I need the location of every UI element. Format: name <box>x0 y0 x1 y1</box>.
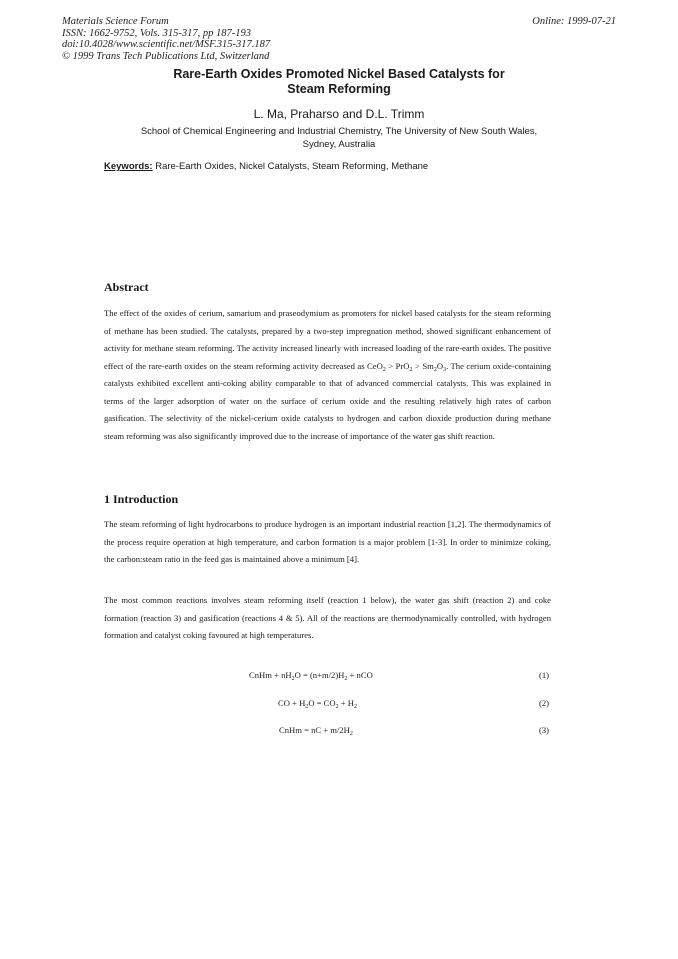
title-line-1: Rare-Earth Oxides Promoted Nickel Based Catalysts for <box>173 67 505 81</box>
equation-3: CnHm = nC + $m/2H_2$ <box>279 725 353 737</box>
introduction-paragraph-1: The steam reforming of light hydrocarbons to produce hydrogen is an important industrial reaction [1,2]. The thermodynamics of the process require operation at high temperature, and carbon formation is a major problem [1-3]. In order to minimize coking, the carbon:steam ratio in the feed gas is maintained above a minimum [4]. <box>104 519 551 564</box>
abstract-text-end: . The cerium oxide-containing catalysts exhibited excellent anti-coking ability comparable to that of advanced commercial catalysts. This was explained in terms of the larger adsorption of water on the surface of cerium oxide and the resulting relatively high rates of carbon gasification. The selectivity of the nickel-cerium oxide catalysts to hydrogen and carbon dioxide production during methane steam reforming was also significantly improved due to the increase of importance of the water gas shift reaction. <box>104 360 551 441</box>
affiliation <box>100 126 578 151</box>
title-line-2: Steam Reforming <box>287 81 391 96</box>
equation-2-number: (2) <box>539 698 550 708</box>
keywords <box>104 161 574 172</box>
journal-header <box>62 16 270 62</box>
keywords-list: Rare-Earth Oxides, Nickel Catalysts, Steam Reforming, Methane <box>155 161 429 172</box>
introduction-heading: 1 Introduction <box>104 492 179 506</box>
abstract-text: The effect of the oxides of cerium, samarium and praseodymium as promoters for nickel based catalysts for the steam reforming of methane has been studied. The catalysts, prepared by a two-step impregnation method, showed significant enhancement of activity for methane steam reforming. The activity increased linearly with increased loading of the rare-earth oxides. The positive effect of the rare-earth oxides on the steam reforming activity decreased as $CeO_2 > PrO_2 > Sm_2O_3$. The cerium oxide-containing catalysts exhibited excellent anti-coking ability comparable to that of advanced commercial catalysts. This was explained in terms of the larger adsorption of water on the surface of cerium oxide and the resulting relatively high rates of carbon gasification. The selectivity of the nickel-cerium oxide catalysts to hydrogen and carbon dioxide production during methane steam reforming was also significantly improved due to the increase of importance of the water gas shift reaction. <box>104 308 551 441</box>
keywords-label: Keywords: <box>104 161 153 172</box>
equation-3-number: (3) <box>539 725 550 735</box>
copyright-line: © 1999 Trans Tech Publications Ltd, Switzerland <box>62 50 270 62</box>
paper-title <box>100 67 578 96</box>
oxide-sm2o3: $Sm_2O_3$ <box>422 360 447 373</box>
oxide-pro2: PrO$_2$ <box>395 360 413 373</box>
equation-1-number: (1) <box>539 670 550 680</box>
affiliation-line-1: School of Chemical Engineering and Industrial Chemistry, The University of New South Wales, <box>140 126 538 137</box>
equation-1: CnHm + $nH_2O = (n+m/2)H_2$ + nCO <box>249 670 373 682</box>
online-date: Online: 1999-07-21 <box>532 16 616 27</box>
doi-link[interactable]: doi:10.4028/www.scientific.net/MSF.315-317.187 <box>62 39 271 50</box>
issn-line: ISSN: 1662-9752, Vols. 315-317, pp 187-193 <box>62 27 251 39</box>
equation-2: CO + $H_2O = CO_2 + H_2$ <box>278 698 357 710</box>
abstract-heading: Abstract <box>104 280 149 294</box>
abstract-text-start: The effect of the oxides of cerium, samarium and praseodymium as promoters for nickel based catalysts for the steam reforming of methane has been studied. The catalysts, prepared by a two-step impregnation method, showed significant enhancement of activity for methane steam reforming. The activity increased linearly with increased loading of the rare-earth oxides. The positive effect of the rare-earth oxides on the steam reforming activity decreased as <box>104 308 551 371</box>
authors: L. Ma, Praharso and D.L. Trimm <box>253 107 425 121</box>
affiliation-line-2: Sydney, Australia <box>302 138 376 150</box>
journal-name: Materials Science Forum <box>62 16 169 27</box>
introduction-paragraph-2: The most common reactions involves steam reforming itself (reaction 1 below), the water gas shift (reaction 2) and coke formation (reaction 3) and gasification (reactions 4 & 5). All of the reactions are thermodynamically controlled, with hydrogen formation and catalyst coking favoured at high temperatures. <box>104 595 551 640</box>
oxide-ceo2: CeO$_2$ <box>367 360 386 373</box>
